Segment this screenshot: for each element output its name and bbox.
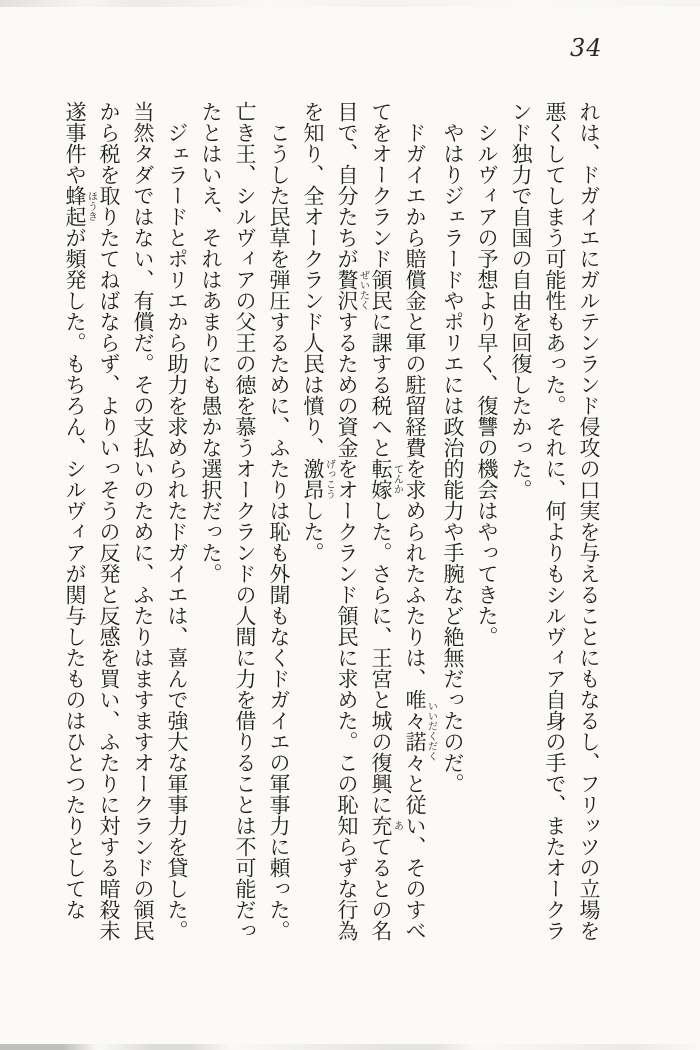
paragraph: やはりジェラードやポリエには政治的能力や手腕など絶無だったのだ。 [441,122,465,794]
furigana-term: 贅沢ぜいたく [335,269,369,311]
furigana-term: 充あ [369,815,403,836]
paragraph: ドガイエから賠償金と軍の駐留経費を求められたふたりは、唯々諾々いいだくだくと従い、そのすべてをオークランド領民に課する税へと転嫁てんかした。さらに、王宮と城の復興に充あてるとの名目で、自分たちが贅沢ぜいたくするための資金をオークランド領民に求めた。この恥知らずな行為を知り、全オークランド人民は憤り、激昂げっこうした。 [301,101,437,941]
furigana-term: 激昂げっこう [301,458,335,500]
paragraph: こうした民草を弾圧するために、ふたりは恥も外聞もなくドガイエの軍事力に頼った。亡き王、シルヴィアの父王の徳を慕うオークランドの人間に力を借りることは不可能だったとはいえ、それはあまりにも愚かな選択だった。 [199,101,291,941]
furigana-term: 転嫁てんか [369,458,403,500]
paragraph: れは、ドガイエにガルテンランド侵攻の口実を与えることにもなるし、フリッツの立場を悪くしてしまう可能性もあった。それに、何よりもシルヴィア自身の手で、またオークランド独力で自国の自由を回復したかった。 [509,101,601,941]
scan-artifact-bottom [0,1044,700,1050]
paragraph: シルヴィアの予想より早く、復讐の機会はやってきた。 [475,122,499,647]
paragraph: ジェラードとポリエから助力を求められたドガイエは、喜んで強大な軍事力を貸した。当然タダではない、有償だ。その支払いのために、ふたりはますますオークランドの領民から税を取りたてねばならず、よりいっそうの反発と反感を買い、ふたりに対する暗殺未遂事件や蜂起ほうきが頻発した。もちろん、シルヴィアが関与したものはひとつたりとしてな [63,101,189,941]
furigana-term: 蜂起ほうき [63,185,97,227]
scan-artifact-top [0,0,700,7]
body-text [58,101,606,943]
furigana-term: 唯々諾々いいだくだく [403,689,437,773]
page-number: 34 [570,34,603,62]
